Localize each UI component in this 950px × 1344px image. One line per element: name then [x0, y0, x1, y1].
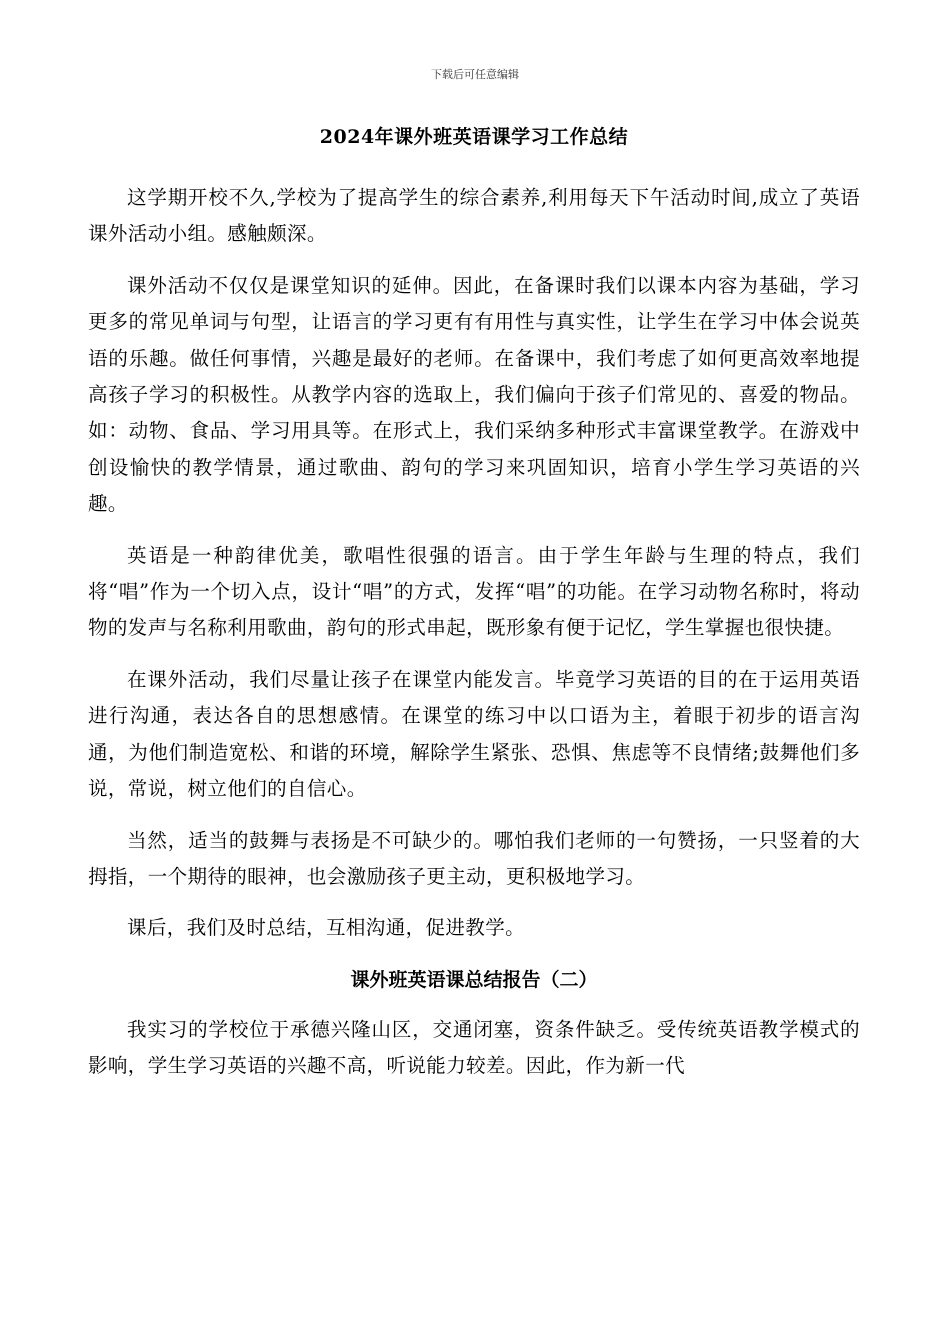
section-2-title: 课外班英语课总结报告（二） — [350, 968, 598, 991]
document-body — [88, 122, 860, 1100]
download-note: 下载后可任意编辑 — [431, 68, 519, 81]
paragraph-1: 这学期开校不久,学校为了提高学生的综合素养,利用每天下午活动时间,成立了英语课外活动小组。感触颇深。 — [88, 186, 860, 246]
paragraph-3: 英语是一种韵律优美，歌唱性很强的语言。由于学生年龄与生理的特点，我们将“唱”作为一个切入点，设计“唱”的方式，发挥“唱”的功能。在学习动物名称时，将动物的发声与名称利用歌曲，韵句的形式串起，既形象有便于记忆，学生掌握也很快捷。 — [88, 543, 860, 640]
paragraph-5: 当然，适当的鼓舞与表扬是不可缺少的。哪怕我们老师的一句赞扬，一只竖着的大拇指，一个期待的眼神，也会激励孩子更主动，更积极地学习。 — [88, 828, 860, 888]
section-2-paragraph-1: 我实习的学校位于承德兴隆山区，交通闭塞，资条件缺乏。受传统英语教学模式的影响，学生学习英语的兴趣不高，听说能力较差。因此，作为新一代 — [88, 1017, 860, 1078]
document-title: 2024年课外班英语课学习工作总结 — [319, 126, 629, 148]
paragraph-4: 在课外活动，我们尽量让孩子在课堂内能发言。毕竟学习英语的目的在于运用英语进行沟通，表达各自的思想感情。在课堂的练习中以口语为主，着眼于初步的语言沟通，为他们制造宽松、和谐的环境，解除学生紧张、恐惧、焦虑等不良情绪;鼓舞他们多说，常说，树立他们的自信心。 — [88, 667, 860, 801]
paragraph-2: 课外活动不仅仅是课堂知识的延伸。因此，在备课时我们以课本内容为基础，学习更多的常见单词与句型，让语言的学习更有有用性与真实性，让学生在学习中体会说英语的乐趣。做任何事情，兴趣是最好的老师。在备课中，我们考虑了如何更高效率地提高孩子学习的积极性。从教学内容的选取上，我们偏向于孩子们常见的、喜爱的物品。如：动物、食品、学习用具等。在形式上，我们采纳多种形式丰富课堂教学。在游戏中创设愉快的教学情景，通过歌曲、韵句的学习来巩固知识，培育小学生学习英语的兴趣。 — [88, 273, 860, 516]
paragraph-6: 课后，我们及时总结，互相沟通，促进教学。 — [127, 916, 526, 940]
